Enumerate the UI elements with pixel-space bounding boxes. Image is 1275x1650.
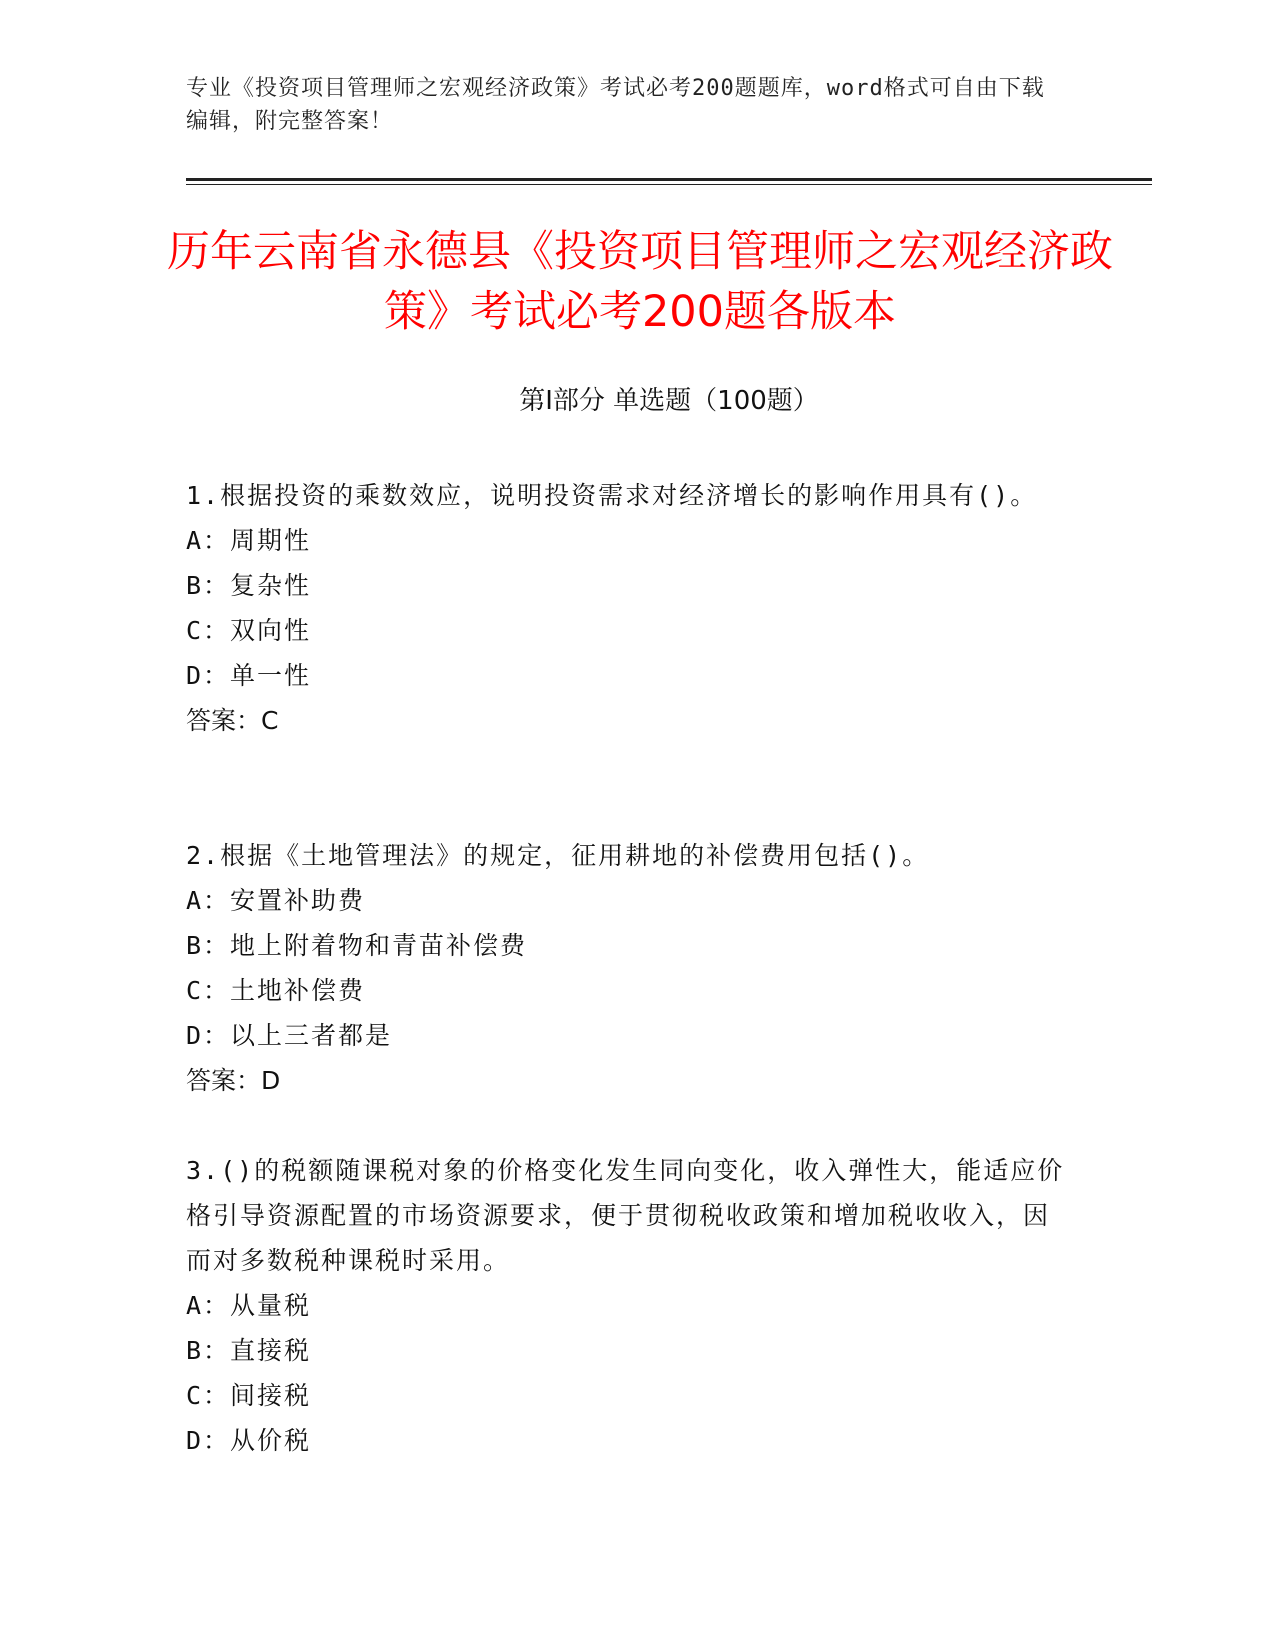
answer: 答案：C [186, 706, 279, 735]
header-divider-thin [186, 184, 1152, 185]
section-title: 第Ⅰ部分 单选题（100题） [519, 386, 819, 416]
option-b: B：地上附着物和青苗补偿费 [186, 931, 528, 960]
option-a: A：安置补助费 [186, 886, 366, 915]
option-b: B：复杂性 [186, 571, 312, 600]
option-c: C：土地补偿费 [186, 976, 366, 1005]
option-c: C：双向性 [186, 616, 312, 645]
document-title: 历年云南省永德县《投资项目管理师之宏观经济政策》考试必考200题各版本 [167, 227, 1113, 337]
option-d: D：单一性 [186, 661, 312, 690]
option-a: A：周期性 [186, 526, 312, 555]
question-2 [186, 833, 1066, 1103]
question-stem: 1.根据投资的乘数效应，说明投资需求对经济增长的影响作用具有()。 [186, 481, 1038, 510]
question-stem: 2.根据《土地管理法》的规定，征用耕地的补偿费用包括()。 [186, 841, 930, 870]
option-c: C：间接税 [186, 1381, 312, 1410]
header-divider-thick [186, 178, 1152, 181]
option-d: D：从价税 [186, 1426, 312, 1455]
question-1 [186, 473, 1066, 743]
question-3 [186, 1148, 1066, 1463]
option-d: D：以上三者都是 [186, 1021, 393, 1050]
option-a: A：从量税 [186, 1291, 312, 1320]
answer: 答案：D [186, 1066, 281, 1095]
option-b: B：直接税 [186, 1336, 312, 1365]
header-note: 专业《投资项目管理师之宏观经济政策》考试必考200题题库，word格式可自由下载编辑，附完整答案！ [186, 76, 1045, 134]
question-stem: 3.()的税额随课税对象的价格变化发生同向变化，收入弹性大，能适应价格引导资源配置的市场资源要求，便于贯彻税收政策和增加税收收入，因而对多数税种课税时采用。 [186, 1156, 1065, 1275]
